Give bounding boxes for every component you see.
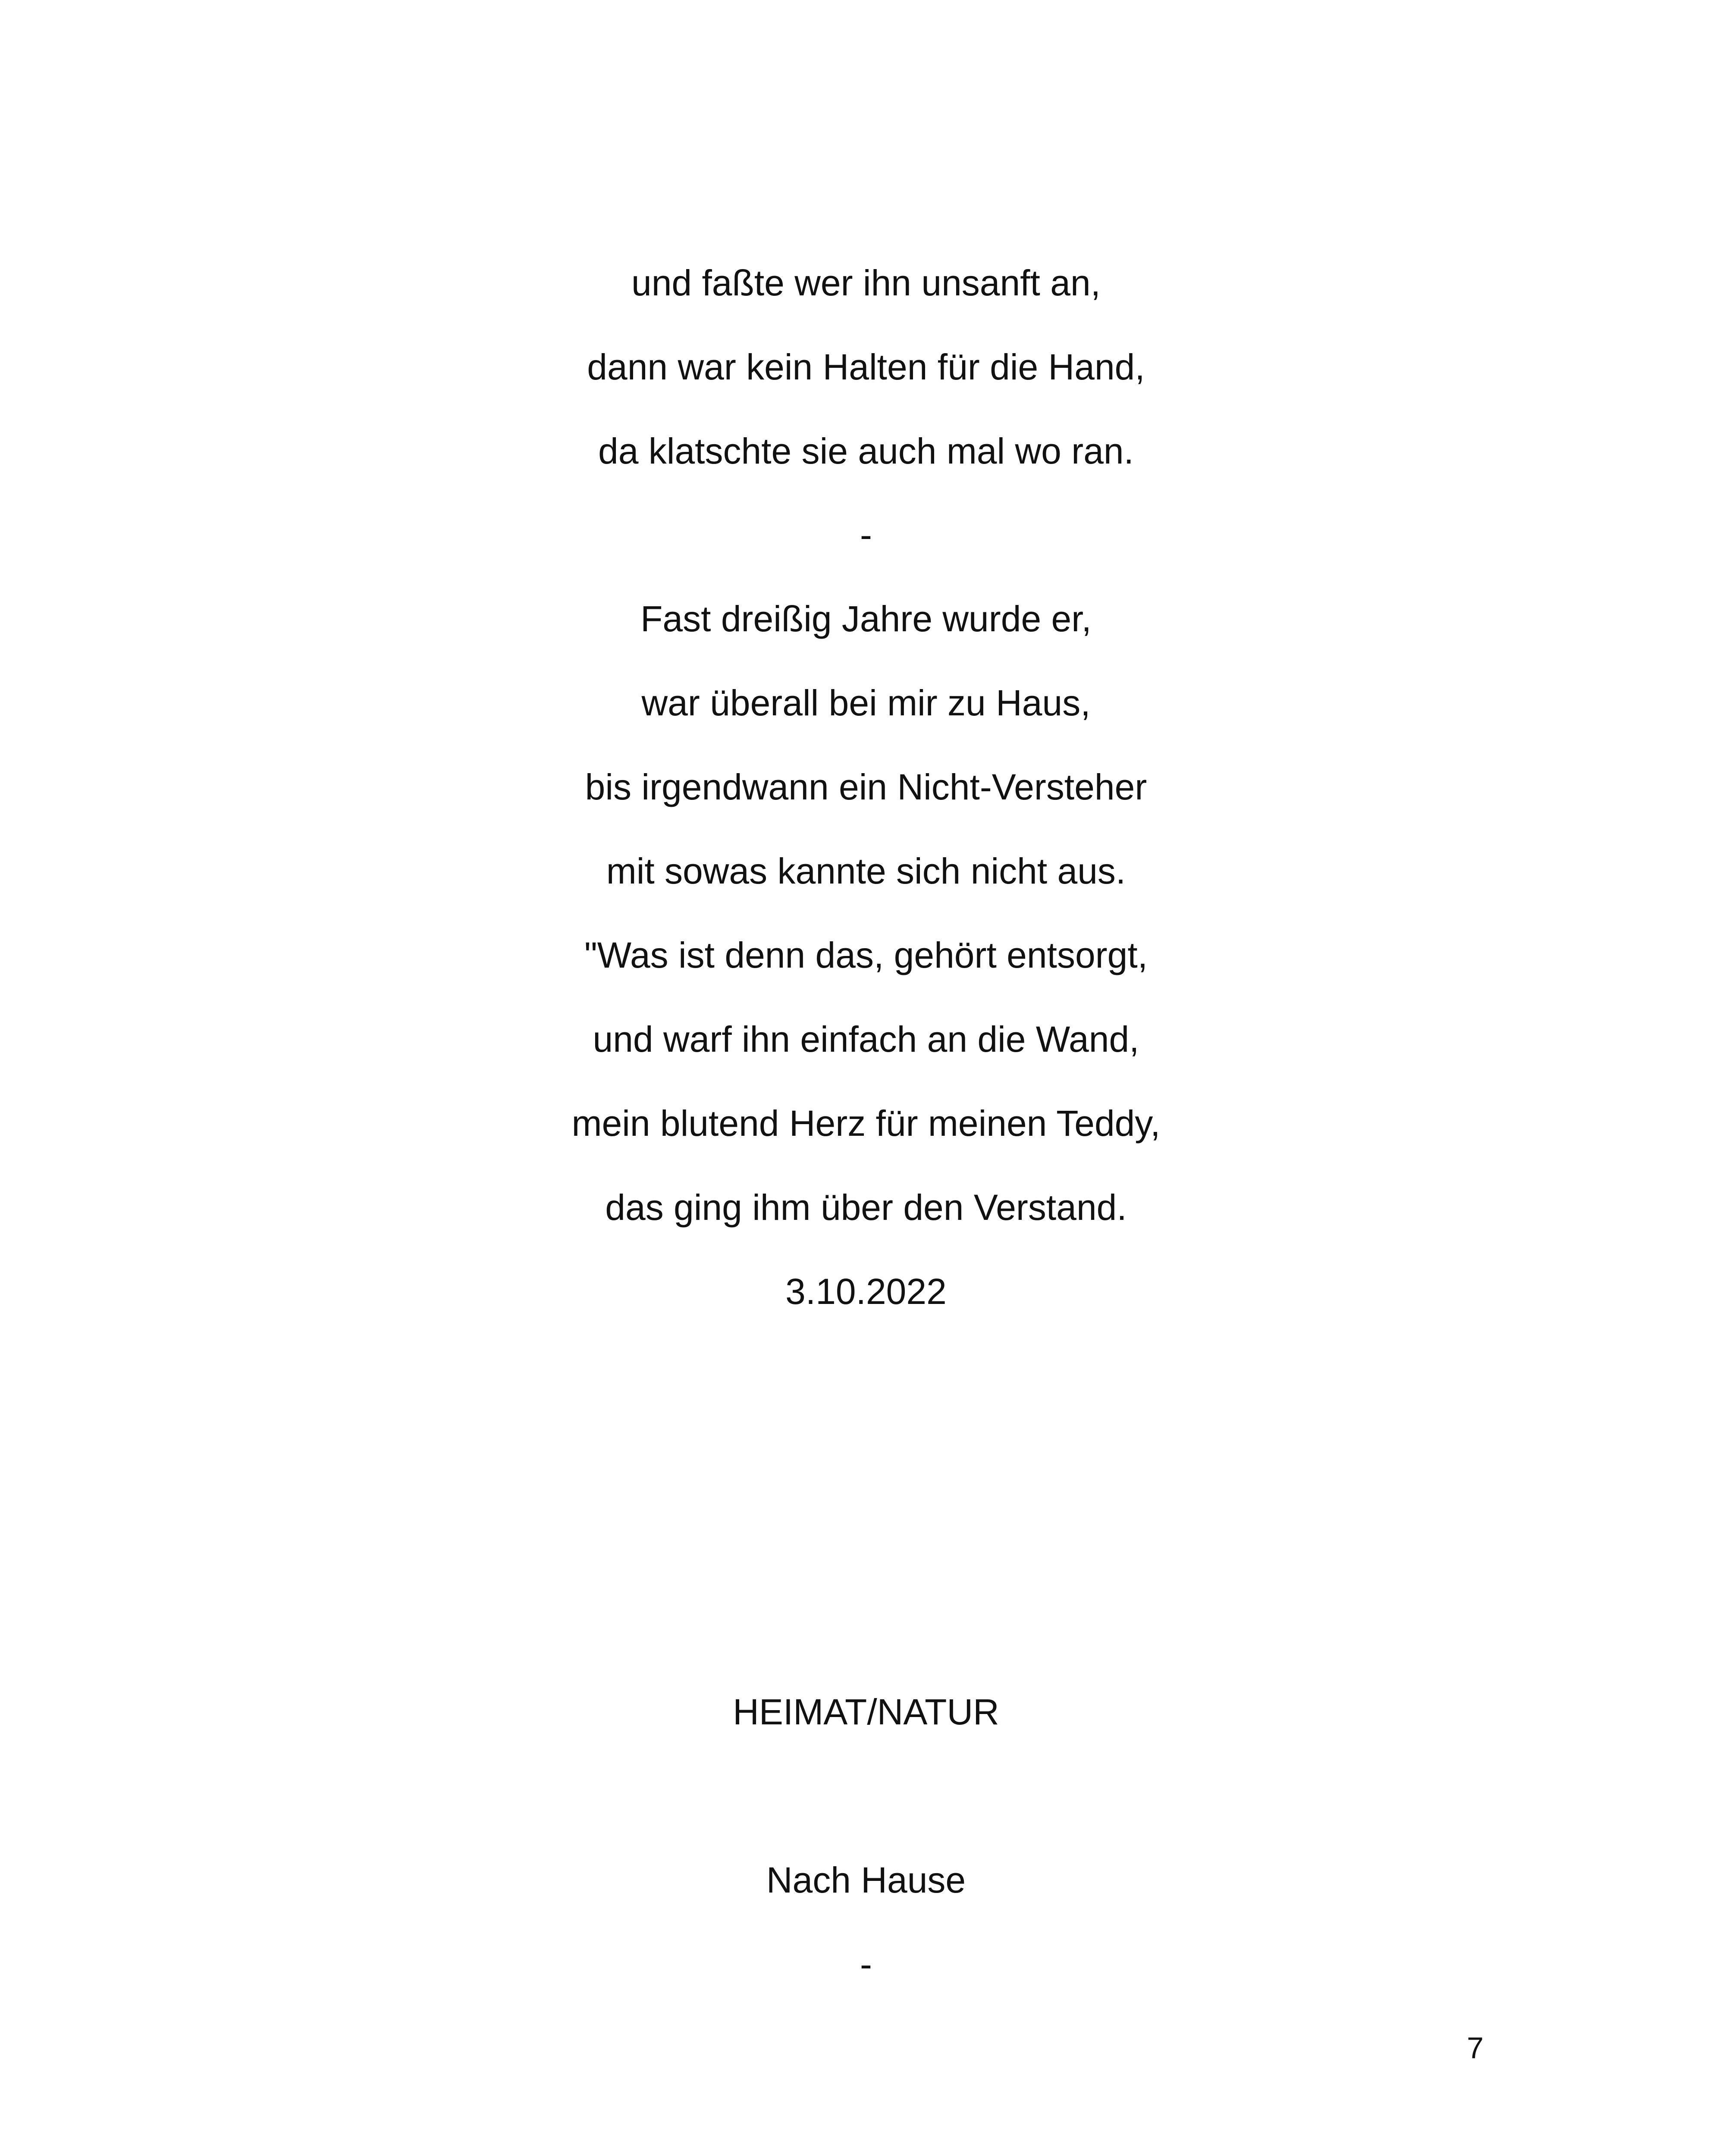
page-number: 7 xyxy=(1467,2031,1484,2065)
poem-date: 3.10.2022 xyxy=(785,1271,947,1312)
poem-line: mein blutend Herz für meinen Teddy, xyxy=(571,1103,1161,1144)
poem-line: war überall bei mir zu Haus, xyxy=(641,683,1091,723)
poem-line: Fast dreißig Jahre wurde er, xyxy=(640,599,1092,639)
poem-line: da klatschte sie auch mal wo ran. xyxy=(598,431,1134,471)
stanza-separator: - xyxy=(860,1944,872,1984)
poem-line: dann war kein Halten für die Hand, xyxy=(587,347,1145,387)
section-heading: HEIMAT/NATUR xyxy=(733,1692,999,1732)
stanza-separator: - xyxy=(860,514,872,555)
poem-title: Nach Hause xyxy=(766,1860,966,1900)
poem-line: bis irgendwann ein Nicht-Versteher xyxy=(585,767,1147,807)
poem-line: "Was ist denn das, gehört entsorgt, xyxy=(584,935,1148,975)
poem-line: und faßte wer ihn unsanft an, xyxy=(631,263,1101,303)
poem-line: das ging ihm über den Verstand. xyxy=(605,1187,1127,1228)
poem-line: mit sowas kannte sich nicht aus. xyxy=(606,851,1126,891)
poem-line: und warf ihn einfach an die Wand, xyxy=(593,1019,1139,1059)
